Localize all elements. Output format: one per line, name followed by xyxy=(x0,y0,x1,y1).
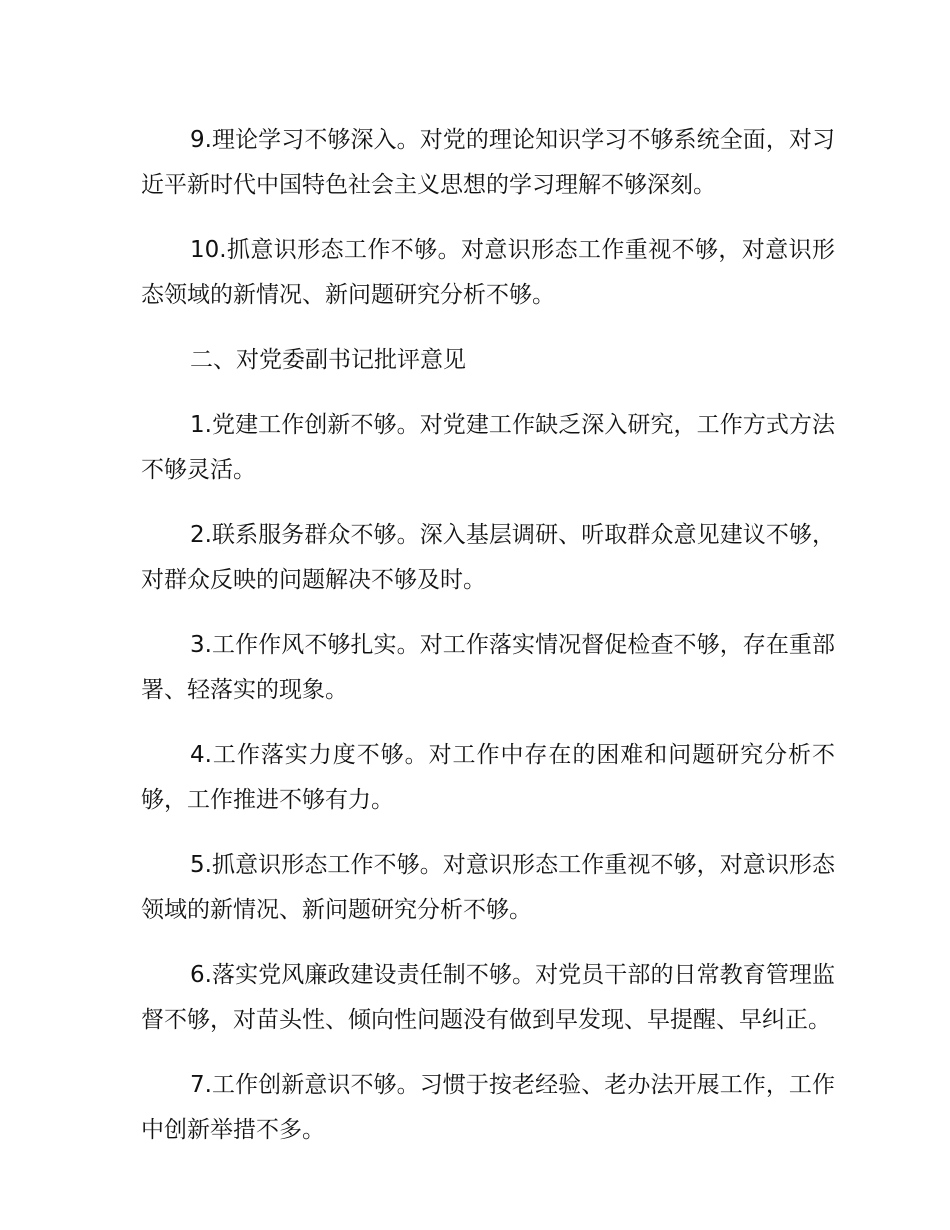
document-body xyxy=(141,118,835,1173)
paragraph-item-7: 7.工作创新意识不够。习惯于按老经验、老办法开展工作，工作中创新举措不多。 xyxy=(141,1072,835,1143)
paragraph-item-5: 5.抓意识形态工作不够。对意识形态工作重视不够，对意识形态领域的新情况、新问题研究分析不够。 xyxy=(141,852,835,923)
paragraph-item-6: 6.落实党风廉政建设责任制不够。对党员干部的日常教育管理监督不够，对苗头性、倾向性问题没有做到早发现、早提醒、早纠正。 xyxy=(141,962,835,1033)
paragraph-item-10: 10.抓意识形态工作不够。对意识形态工作重视不够，对意识形态领域的新情况、新问题研究分析不够。 xyxy=(141,237,835,308)
paragraph-item-2: 2.联系服务群众不够。深入基层调研、听取群众意见建议不够，对群众反映的问题解决不够及时。 xyxy=(141,522,835,593)
paragraph-item-4: 4.工作落实力度不够。对工作中存在的困难和问题研究分析不够，工作推进不够有力。 xyxy=(141,742,835,813)
paragraph-item-1: 1.党建工作创新不够。对党建工作缺乏深入研究，工作方式方法不够灵活。 xyxy=(141,412,835,483)
paragraph-item-3: 3.工作作风不够扎实。对工作落实情况督促检查不够，存在重部署、轻落实的现象。 xyxy=(141,632,835,703)
section-heading: 二、对党委副书记批评意见 xyxy=(190,347,466,373)
paragraph-item-9: 9.理论学习不够深入。对党的理论知识学习不够系统全面，对习近平新时代中国特色社会主义思想的学习理解不够深刻。 xyxy=(141,127,835,198)
